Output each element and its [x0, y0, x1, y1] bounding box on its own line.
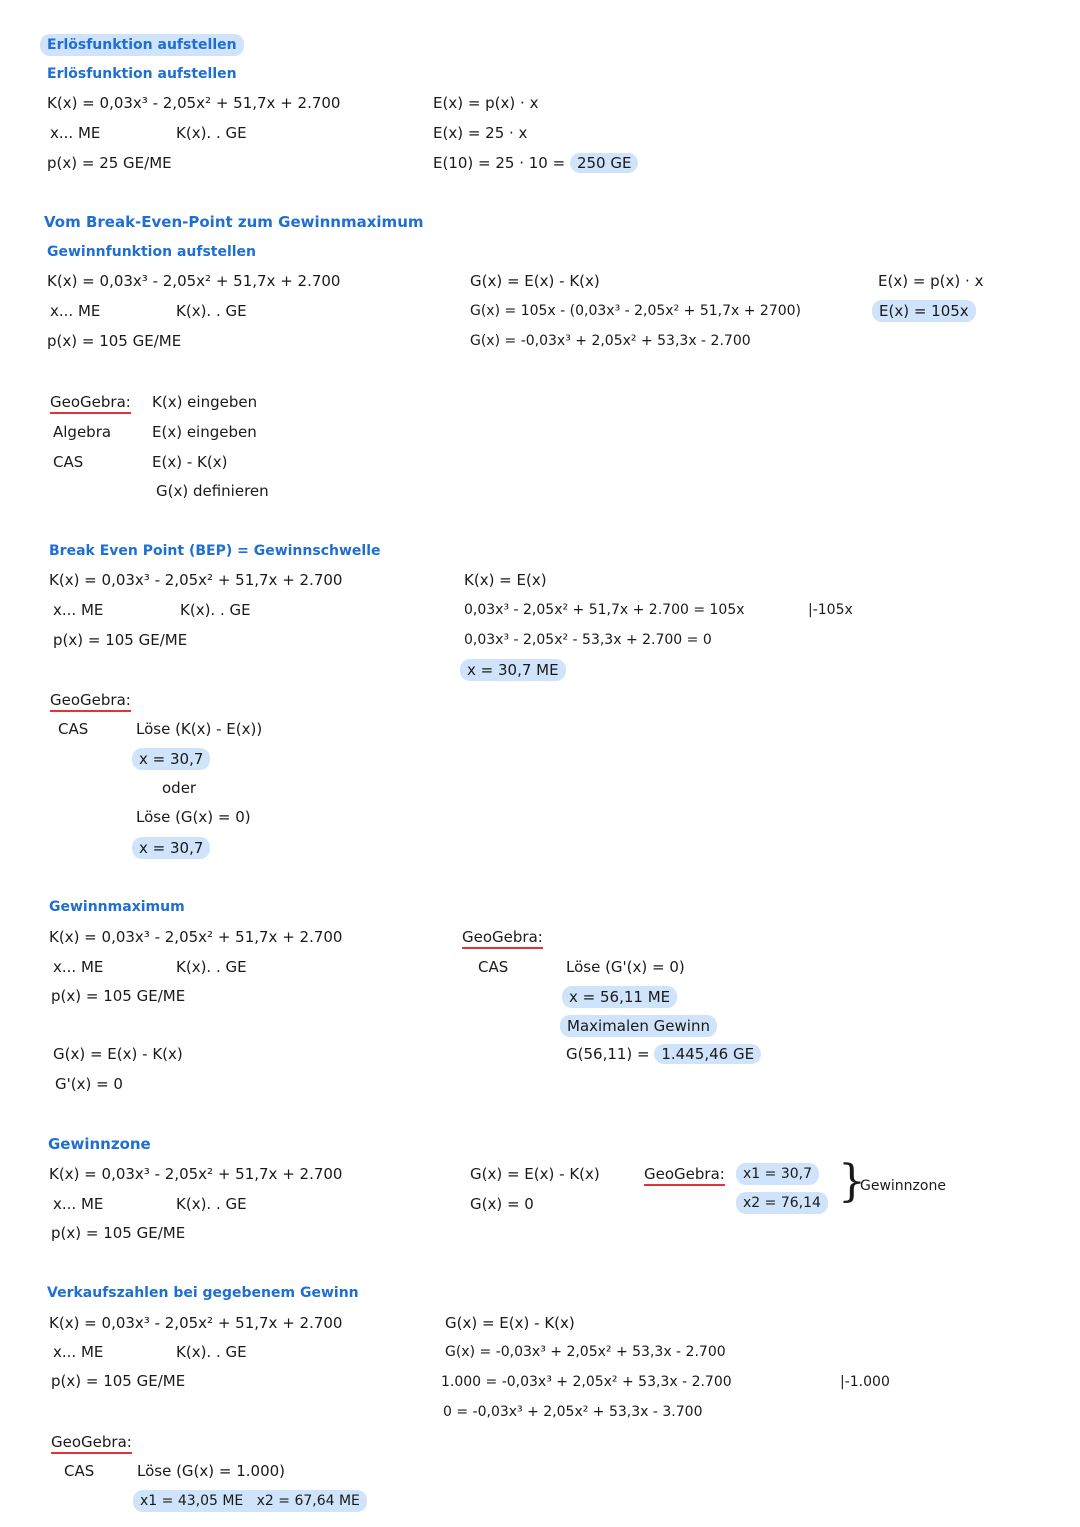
unit-k: K(x). . GE	[176, 958, 247, 976]
geogebra-step-4: G(x) definieren	[156, 482, 269, 500]
geogebra-step-1: K(x) eingeben	[152, 393, 258, 411]
price-function: p(x) = 25 GE/ME	[47, 154, 172, 172]
max-profit-value: G(56,11) = 1.445,46 GE	[566, 1044, 761, 1064]
profit-function: G(x) = -0,03x³ + 2,05x² + 53,3x - 2.700	[445, 1344, 726, 1360]
bep-result: x = 30,7 ME	[460, 659, 566, 681]
zone-label: Gewinnzone	[860, 1178, 946, 1194]
max-profit-label: Maximalen Gewinn	[560, 1015, 717, 1037]
unit-k: K(x). . GE	[180, 601, 251, 619]
geogebra-label: GeoGebra:	[644, 1164, 725, 1184]
profit-derivative: G'(x) = 0	[55, 1075, 123, 1093]
geogebra-algebra: Algebra	[53, 423, 112, 441]
price-function: p(x) = 105 GE/ME	[47, 332, 182, 350]
profit-formula: G(x) = E(x) - K(x)	[470, 272, 600, 290]
cost-function: K(x) = 0,03x³ - 2,05x² + 51,7x + 2.700	[49, 928, 343, 946]
target-equation-zero: 0 = -0,03x³ + 2,05x² + 53,3x - 3.700	[443, 1404, 703, 1420]
profit-function: G(x) = -0,03x³ + 2,05x² + 53,3x - 2.700	[470, 333, 751, 349]
price-function: p(x) = 105 GE/ME	[51, 987, 186, 1005]
section-heading-bep: Vom Break-Even-Point zum Gewinnmaximum	[44, 213, 424, 231]
section-title-gewinnzone: Gewinnzone	[48, 1135, 151, 1153]
max-profit-result: 1.445,46 GE	[654, 1044, 761, 1064]
revenue-result: 250 GE	[570, 153, 639, 173]
geogebra-label: GeoGebra:	[462, 927, 543, 947]
unit-k: K(x). . GE	[176, 1195, 247, 1213]
cas-or: oder	[162, 779, 197, 797]
cas-results: x1 = 43,05 ME x2 = 67,64 ME	[133, 1490, 367, 1512]
bep-equation-expanded: 0,03x³ - 2,05x² + 51,7x + 2.700 = 105x	[464, 602, 745, 618]
bep-operation-note: |-105x	[808, 602, 853, 618]
bep-equation-zero: 0,03x³ - 2,05x² - 53,3x + 2.700 = 0	[464, 632, 712, 648]
geogebra-cas: CAS	[478, 958, 509, 976]
cas-command: Löse (G'(x) = 0)	[566, 958, 685, 976]
geogebra-cas: CAS	[64, 1462, 95, 1480]
section-tab-erloes: Erlösfunktion aufstellen	[40, 34, 244, 56]
unit-x: x... ME	[53, 1195, 104, 1213]
cas-result-2: x = 30,7	[132, 837, 210, 859]
geogebra-label: GeoGebra:	[50, 690, 131, 710]
geogebra-step-3: E(x) - K(x)	[152, 453, 228, 471]
cas-result-x: x = 56,11 ME	[562, 986, 677, 1008]
profit-formula: G(x) = E(x) - K(x)	[53, 1045, 183, 1063]
price-function: p(x) = 105 GE/ME	[51, 1372, 186, 1390]
geogebra-cas: CAS	[58, 720, 89, 738]
profit-formula: G(x) = E(x) - K(x)	[445, 1314, 575, 1332]
cost-function: K(x) = 0,03x³ - 2,05x² + 51,7x + 2.700	[47, 272, 341, 290]
unit-k: K(x). . GE	[176, 302, 247, 320]
section-title-verkaufszahlen: Verkaufszahlen bei gegebenem Gewinn	[47, 1285, 359, 1301]
geogebra-step-2: E(x) eingeben	[152, 423, 257, 441]
cas-result-1: x = 30,7	[132, 748, 210, 770]
revenue-function: E(x) = 105x	[872, 300, 976, 322]
cost-function: K(x) = 0,03x³ - 2,05x² + 51,7x + 2.700	[47, 94, 341, 112]
cas-command-2: Löse (G(x) = 0)	[136, 808, 251, 826]
revenue-formula: E(x) = p(x) · x	[433, 94, 539, 112]
unit-x: x... ME	[50, 302, 101, 320]
revenue-function: E(x) = 25 · x	[433, 124, 528, 142]
unit-x: x... ME	[50, 124, 101, 142]
cas-command: Löse (G(x) = 1.000)	[137, 1462, 286, 1480]
section-title-gewinnfunktion: Gewinnfunktion aufstellen	[47, 244, 257, 260]
profit-formula: G(x) = E(x) - K(x)	[470, 1165, 600, 1183]
zone-x2: x2 = 76,14	[736, 1192, 828, 1214]
unit-x: x... ME	[53, 958, 104, 976]
profit-target-equation: 1.000 = -0,03x³ + 2,05x² + 53,3x - 2.700	[441, 1374, 732, 1390]
cas-command-1: Löse (K(x) - E(x))	[136, 720, 263, 738]
target-operation-note: |-1.000	[840, 1374, 890, 1390]
geogebra-cas: CAS	[53, 453, 84, 471]
geogebra-label: GeoGebra:	[50, 392, 131, 412]
unit-k: K(x). . GE	[176, 1343, 247, 1361]
section-title-gewinnmaximum: Gewinnmaximum	[49, 899, 185, 915]
profit-zero: G(x) = 0	[470, 1195, 534, 1213]
geogebra-label: GeoGebra:	[51, 1432, 132, 1452]
revenue-formula: E(x) = p(x) · x	[878, 272, 984, 290]
brace-icon: }	[838, 1156, 866, 1207]
cost-function: K(x) = 0,03x³ - 2,05x² + 51,7x + 2.700	[49, 1314, 343, 1332]
unit-x: x... ME	[53, 601, 104, 619]
cost-function: K(x) = 0,03x³ - 2,05x² + 51,7x + 2.700	[49, 1165, 343, 1183]
price-function: p(x) = 105 GE/ME	[51, 1224, 186, 1242]
bep-equation: K(x) = E(x)	[464, 571, 547, 589]
unit-k: K(x). . GE	[176, 124, 247, 142]
section-title-bep: Break Even Point (BEP) = Gewinnschwelle	[49, 543, 381, 559]
cost-function: K(x) = 0,03x³ - 2,05x² + 51,7x + 2.700	[49, 571, 343, 589]
section-title-erloes: Erlösfunktion aufstellen	[47, 66, 237, 82]
unit-x: x... ME	[53, 1343, 104, 1361]
price-function: p(x) = 105 GE/ME	[53, 631, 188, 649]
revenue-example: E(10) = 25 · 10 = 250 GE	[433, 153, 638, 173]
zone-x1: x1 = 30,7	[736, 1163, 819, 1185]
profit-substituted: G(x) = 105x - (0,03x³ - 2,05x² + 51,7x + 2700)	[470, 303, 802, 319]
